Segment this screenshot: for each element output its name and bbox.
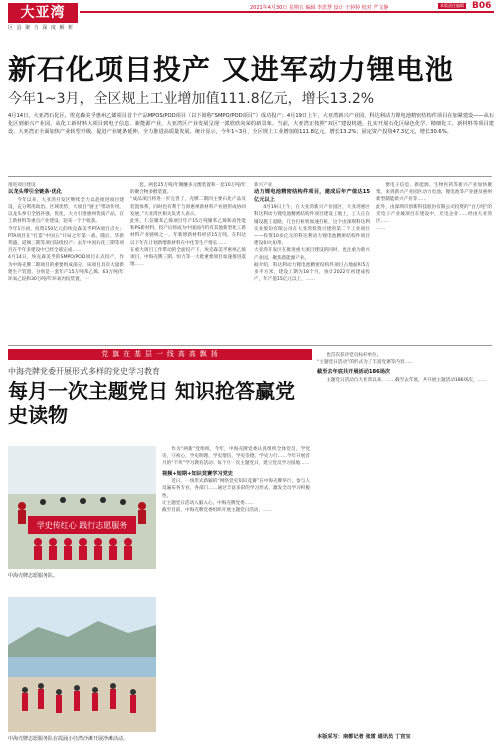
byline-credit: 本版采写：南都记者 张雷 通讯员 丁宫宝 bbox=[317, 734, 411, 740]
photo-caption-1: 中海壳牌志愿服务队。 bbox=[8, 573, 59, 579]
page-header bbox=[0, 0, 500, 34]
column-body: 作为“两新”党组织，今年，中海壳牌党委认真组织全体党员，学党史，守初心，学史明理、学史增信、学史崇德、学史力行……今年开展首月的“千块”学习教育活动：每个月一次主题党日，建立党员学习园地…… bbox=[162, 447, 310, 467]
header-rule bbox=[80, 11, 494, 13]
column-body: 近日，一场形式新颖的“网络党史知识竞赛”在中海壳牌举行，参与人员遍布各专业、各部门……通过丰富多彩的学习形式，激发全员学习积极性。 让主题党日活动入脑入心，中海壳牌党委…… 截至目前，中海壳牌党委组织开展主题党日活动，…… bbox=[162, 479, 310, 513]
beach-photo bbox=[8, 597, 156, 732]
column-body: 主题党日活动自大亚湾以来，……截至去年底，共开展主题活动186场次，…… bbox=[326, 377, 487, 383]
article2-middle-column bbox=[162, 446, 310, 732]
banner-sign: 学史传红心 践行志愿服务 bbox=[36, 521, 128, 530]
article-kicker: 中海壳牌党委开展形式多样的党史学习教育 bbox=[8, 367, 160, 376]
lead-paragraph: 4月14日，大亚湾石化区，埃克森美孚惠州乙烯项目首个产品MPOS/POD项目（以下简称“SMPO/POD项目”）成功投产；4月19日上午，大亚湾新兴产业园，科达利动力锂电池精密结构件项目在加紧建设——从石化区到新兴产业园，从化工新材料大项目到电子信息、新能源产业，大亚湾区产业发展呈现一派欣欣向荣的新景象。当前，大亚湾正按照“双区”建设机遇，扎实开展石化区绿色化学、精细化工、新材料等项目建设，大亚湾正全面加快产业转型升级，促进产业链条延伸，全力推进高质量发展。统计显示，今年1~3月，全区规上工业增加值111.8亿元，增长13.2%；固定资产投资47.3亿元，增长30.6%。 bbox=[8, 113, 494, 136]
party-banner: 党 旗 在 基 层 一 线 高 高 飘 扬 bbox=[8, 349, 312, 360]
group-photo-illustration bbox=[8, 446, 156, 569]
subheadline: 今年1~3月，全区规上工业增加值111.8亿元，增长13.2% bbox=[8, 91, 375, 107]
photo-caption-2: 中海壳牌志愿服务队在霞涌小径湾沙滩开展净滩活动。 bbox=[8, 736, 129, 742]
headline: 新石化项目投产 又进军动力锂电池 bbox=[8, 53, 454, 86]
article-column-2 bbox=[130, 182, 246, 342]
section-divider bbox=[8, 176, 492, 177]
article-column-1 bbox=[8, 182, 124, 342]
masthead-tagline: 区 县 聚 力 深 度 解 析 bbox=[8, 25, 75, 31]
column-heading: 动力锂电池精密结构件项目，建成后年产值达15亿元以上 bbox=[254, 189, 370, 203]
column-body: 套，两套25万吨/年聚醚多元醇装置和一套10万吨/年的聚合物多醇装置。 “成品项目将进一步完善了，壳牌二期四主要石化产品及装置体系，同时也有利于与原惠州新材料产业链形成协同发展，”大亚湾区相关负责人表示。 此外，仁信聚苯乙烯项目年产15万吨聚苯乙烯和高性能和PS新材料，投产后将成为中国国内仍有其他新型化工新材料产业链统之一，年新增新材料经济15万吨、在科达以下年在计划新增新材料在中化等生产增长…… 在重大项目工作带动的全面投产下，埃克森美孚惠州乙烯项目、中海壳牌三期、恒力等一大批重要项目加速推进落地…… bbox=[130, 183, 246, 268]
column-body: 要电子信息、新能源、生物医药等新兴产业加快聚集，来到新兴产业园区动力电池、锂电池等产业链及惠州新型储能新兴产业等…… 此外，由深圳市创新科技股份有限公司投资的“百万吨”的光电子产业城项目在建设中，光电企业……经由大亚湾区…… …… bbox=[376, 183, 492, 232]
beach-photo-illustration bbox=[8, 597, 156, 732]
column-kicker: 推进项目建设 bbox=[8, 183, 36, 188]
article2-right-column bbox=[317, 352, 493, 730]
column-subheading: 视频+短期+知识竞赛学习党史 bbox=[162, 470, 233, 477]
column-subheading: 截至去年底共开展活动186场次 bbox=[317, 369, 391, 376]
section-divider bbox=[8, 345, 492, 346]
column-kicker: 新兴产业 bbox=[254, 183, 273, 188]
editor-tag: 本版责任编辑 bbox=[440, 3, 464, 8]
article-title: 每月一次主题党日 知识抢答赢党史读物 bbox=[8, 379, 295, 427]
column-heading: 以龙头带引全链条·优化 bbox=[8, 189, 62, 196]
group-photo bbox=[8, 446, 156, 569]
column-body: 4月19日上午，在大亚湾新兴产业园区，大亚湾惠区科达利动力锂电池精密结构件项目建设工地上，工人正在铺设施工道路，几台打桩机加速打桩，这个由深圳科达利实业股份有限公司在大亚湾投资兴建的第二个工业项目——投资10多亿元的科达利动力锂电池精密结构件项目建设如火如荼。 大亚湾开发区在推进重大项目建设的同时，也注重为新兴产业园、聚焦新能源产业。 据介绍，科达利动力锂电池精密结构件项目占地面积5万多平方米，建设工期为18个月，预计2022年初建成投产，年产值15亿元以上，…… bbox=[254, 205, 370, 283]
column-body: 也首次获评党员标杆单位。 “主题党日活动”的形式为了丰富党课等内容…… bbox=[317, 353, 414, 366]
article-column-3 bbox=[254, 182, 370, 342]
masthead-logo: 大亚湾 bbox=[8, 3, 78, 23]
date-line: 2021年4月30日 星期五 编辑 李思慧 设计 王婷婷 校对 严文静 bbox=[250, 5, 389, 11]
page-number: B06 bbox=[472, 1, 492, 11]
column-body: 今年以来，大亚湾开发区继续全力以赴推进项目建设，充分利用政治、区域优势，大项目“链主”带动作用，以龙头拳引全链补强，优化，大力引进惠州优质产品，在工新材料等重点产业建设，迎来一个个收获。 今年1月初，投资150亿元的埃克森美孚PTA项目点火；PTA项目在“打造”中国五“开局之年第一战，随后，华新邦盛、道阀三期等项目陆续投产；去年中国石化三期等项目在半年多建设中已经全部完成…… 4月14日，埃克森美孚的SMPO/POD项目正式投产，作为中海壳牌二期项目的重要组成部分，该项目具有大量新建生产装置，分别是一套年产15万吨苯乙烯、63万吨/年环氧乙烷和30万吨/年环氧丙烷装置，一 bbox=[8, 197, 124, 282]
article-column-4 bbox=[376, 182, 492, 342]
